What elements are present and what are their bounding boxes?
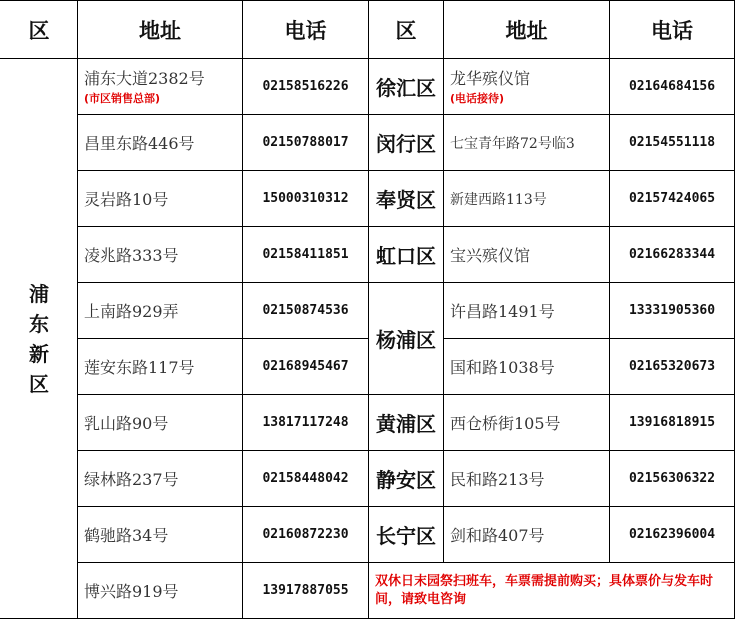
table-row (1, 59, 735, 115)
header-row (1, 1, 735, 59)
table-row (1, 227, 735, 283)
address-cell: 灵岩路10号 (78, 171, 243, 227)
table-row (1, 339, 735, 395)
address-note: (电话接待) (450, 91, 505, 105)
address-cell: 博兴路919号 (78, 563, 243, 619)
phone-cell: 02168945467 (243, 339, 369, 395)
address-note: (市区销售总部) (84, 91, 161, 105)
phone-cell: 02154551118 (610, 115, 735, 171)
table-row (1, 563, 735, 619)
phone-cell: 13817117248 (243, 395, 369, 451)
district-cell: 长宁区 (369, 507, 444, 563)
phone-cell: 02150874536 (243, 283, 369, 339)
district-cell: 静安区 (369, 451, 444, 507)
phone-cell: 15000310312 (243, 171, 369, 227)
district-cell: 杨浦区 (369, 283, 444, 395)
phone-cell: 02165320673 (610, 339, 735, 395)
address-cell: 新建西路113号 (444, 171, 610, 227)
phone-cell: 02157424065 (610, 171, 735, 227)
district-cell: 徐汇区 (369, 59, 444, 115)
table-row (1, 283, 735, 339)
phone-cell: 02162396004 (610, 507, 735, 563)
district-cell: 奉贤区 (369, 171, 444, 227)
address-cell: 浦东大道2382号 (市区销售总部) (78, 59, 243, 115)
address-cell: 宝兴殡仪馆 (444, 227, 610, 283)
phone-cell: 13331905360 (610, 283, 735, 339)
address-cell: 凌兆路333号 (78, 227, 243, 283)
table-row (1, 115, 735, 171)
address-cell: 莲安东路117号 (78, 339, 243, 395)
header-phone-right: 电话 (610, 1, 735, 59)
phone-cell: 02166283344 (610, 227, 735, 283)
address-cell: 鹤驰路34号 (78, 507, 243, 563)
district-pudong-label: 浦 东 新 区 (29, 281, 49, 396)
address-cell: 国和路1038号 (444, 339, 610, 395)
district-pudong (1, 59, 78, 619)
phone-cell: 13917887055 (243, 563, 369, 619)
phone-cell: 02156306322 (610, 451, 735, 507)
address-cell: 乳山路90号 (78, 395, 243, 451)
header-district-right: 区 (369, 1, 444, 59)
address-cell: 龙华殡仪馆 (电话接待) (444, 59, 610, 115)
address-cell: 西仓桥街105号 (444, 395, 610, 451)
district-cell: 黄浦区 (369, 395, 444, 451)
district-cell: 闵行区 (369, 115, 444, 171)
shuttle-bus-remark: 双休日末园祭扫班车，车票需提前购买；具体票价与发车时间，请致电咨询 (369, 563, 735, 619)
header-address-left: 地址 (78, 1, 243, 59)
address-cell: 民和路213号 (444, 451, 610, 507)
district-cell: 虹口区 (369, 227, 444, 283)
address-cell: 七宝青年路72号临3 (444, 115, 610, 171)
address-cell: 绿林路237号 (78, 451, 243, 507)
phone-cell: 02164684156 (610, 59, 735, 115)
header-district-left: 区 (1, 1, 78, 59)
address-cell: 昌里东路446号 (78, 115, 243, 171)
table-row (1, 507, 735, 563)
table-row (1, 451, 735, 507)
table-row (1, 171, 735, 227)
phone-cell: 02158411851 (243, 227, 369, 283)
phone-cell: 02160872230 (243, 507, 369, 563)
table-row (1, 395, 735, 451)
phone-cell: 02158448042 (243, 451, 369, 507)
address-cell: 剑和路407号 (444, 507, 610, 563)
header-address-right: 地址 (444, 1, 610, 59)
header-phone-left: 电话 (243, 1, 369, 59)
phone-cell: 02150788017 (243, 115, 369, 171)
address-cell: 许昌路1491号 (444, 283, 610, 339)
address-cell: 上南路929弄 (78, 283, 243, 339)
phone-cell: 13916818915 (610, 395, 735, 451)
phone-cell: 02158516226 (243, 59, 369, 115)
